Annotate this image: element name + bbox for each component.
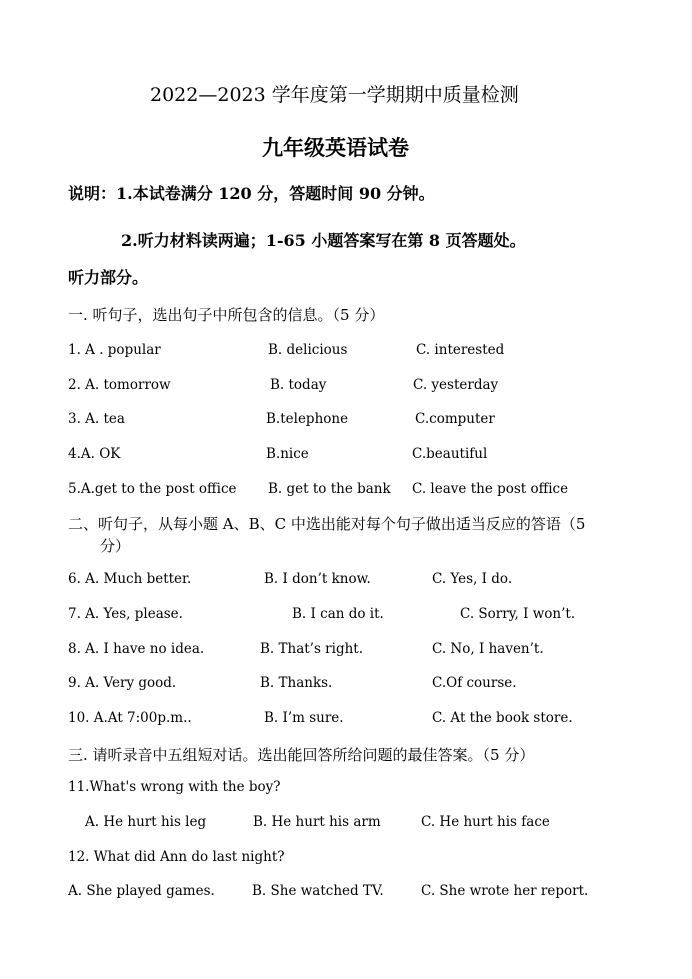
question-text: 12. What did Ann do last night? [68,849,285,865]
option-a: 5.A.get to the post office [68,481,237,497]
option-b: B. delicious [268,342,348,358]
option-a: 3. A. tea [68,411,125,427]
option-c: C. Yes, I do. [432,571,513,587]
section-2-heading-cont: 分） [100,537,131,555]
option-c: C. At the book store. [432,710,573,726]
section-3-heading: 三. 请听录音中五组短对话。选出能回答所给问题的最佳答案。（5 分） [68,746,535,764]
listening-part-label: 听力部分。 [68,268,149,287]
option-b: B. That’s right. [260,641,364,657]
option-c: C. leave the post office [412,481,569,497]
option-c: C. He hurt his face [421,814,550,830]
option-a: 2. A. tomorrow [68,377,171,393]
option-a: 6. A. Much better. [68,571,192,587]
note-line-2: 2.听力材料读两遍；1-65 小题答案写在第 8 页答题处。 [121,231,526,250]
option-c: C. Sorry, I won’t. [460,606,576,622]
option-a: 1. A . popular [68,342,161,358]
exam-subtitle: 九年级英语试卷 [262,135,409,160]
option-b: B. She watched TV. [252,883,384,899]
option-b: B. Thanks. [260,675,333,691]
option-a: A. He hurt his leg [85,814,207,830]
option-c: C. yesterday [413,377,499,393]
option-b: B. today [270,377,327,393]
option-c: C.beautiful [412,446,488,462]
option-a: 9. A. Very good. [68,675,177,691]
exam-title: 2022—2023 学年度第一学期期中质量检测 [150,84,519,106]
question-text: 11.What's wrong with the boy? [68,779,281,795]
option-a: 4.A. OK [68,446,121,462]
option-a: 7. A. Yes, please. [68,606,183,622]
option-b: B. I can do it. [292,606,384,622]
option-b: B.nice [266,446,309,462]
option-c: C.computer [415,411,495,427]
option-c: C. interested [416,342,505,358]
option-b: B. I’m sure. [264,710,344,726]
option-c: C.Of course. [432,675,517,691]
option-c: C. No, I haven’t. [432,641,544,657]
section-2-heading: 二、听句子，从每小题 A、B、C 中选出能对每个句子做出适当反应的答语（5 [68,515,586,533]
option-a: 10. A.At 7:00p.m.. [68,710,192,726]
option-b: B. get to the bank [268,481,391,497]
option-b: B.telephone [266,411,349,427]
option-a: A. She played games. [68,883,215,899]
note-line-1: 说明：1.本试卷满分 120 分，答题时间 90 分钟。 [68,184,435,203]
section-1-heading: 一. 听句子，选出句子中所包含的信息。（5 分） [68,306,385,324]
option-c: C. She wrote her report. [421,883,589,899]
option-b: B. I don’t know. [264,571,371,587]
option-a: 8. A. I have no idea. [68,641,205,657]
option-b: B. He hurt his arm [253,814,381,830]
